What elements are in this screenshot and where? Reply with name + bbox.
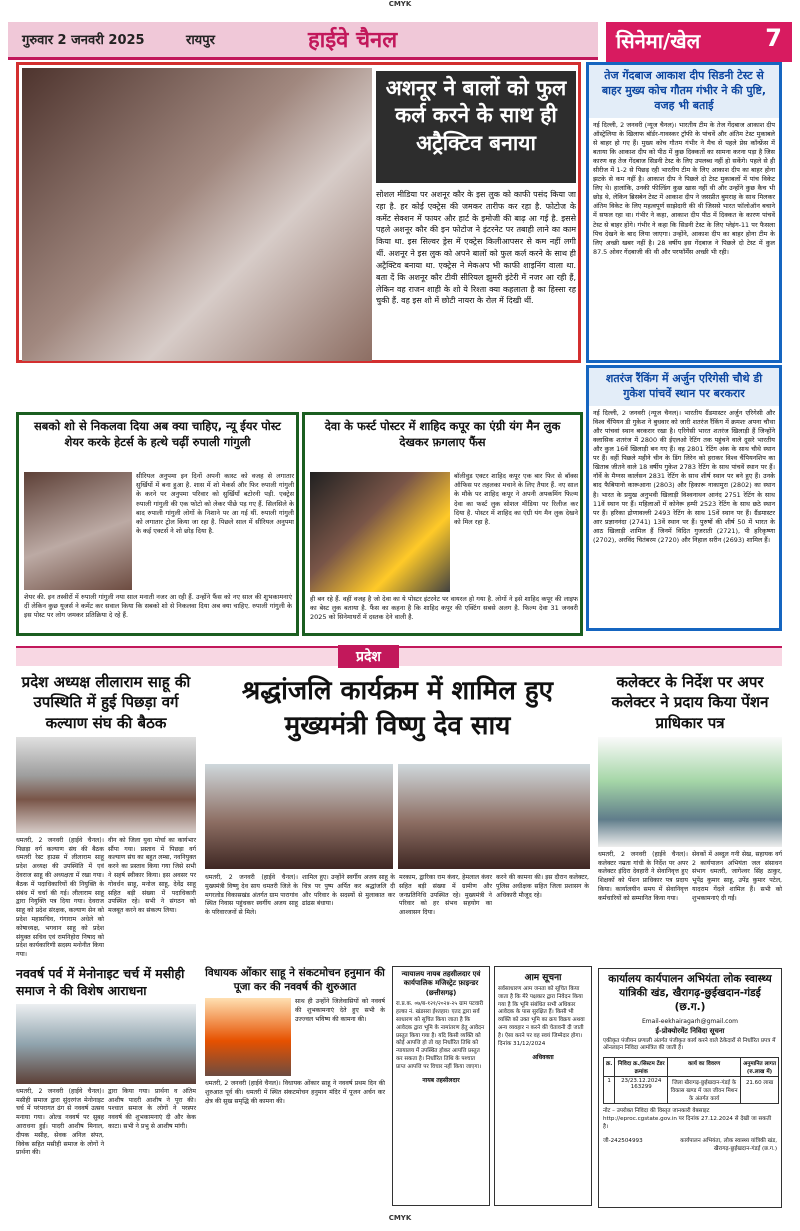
cm-col2: शामिल हुए। उन्होंने स्वर्गीय अजय साहू के चित्र पर पुष्प अर्पित कर श्रद्धांजलि दी और परिवार के सदस्यों से मुलाकात कर ढांढस बंधाया। [302, 874, 395, 908]
rupali-headline: सबको शो से निकलवा दिया अब क्या चाहिए, न्यू ईयर पोस्ट शेयर करके हेटर्स के हत्थे चढ़ीं रुपाली गांगुली [34, 419, 281, 449]
cm-photos [205, 764, 590, 869]
phe-cell-cost: 21.60 लाख [741, 1077, 779, 1104]
sahu-col2: वीन को जिला युवा मोर्चा का कार्यभार सौंपा गया। प्रस्ताव में पिछड़ा वर्ग कल्याण संघ का बहुत लम्बा, नवनियुक्त करने का प्रस्ताव किया गया जिसे सभी ने सहर्ष स्वीकार किया। इस अवसर पर गोवर्धन साहू, मनोज साहू, देवेंद्र साहू सहित बड़ी संख्या में पदाधिकारी उपस्थित रहे। सभी ने संगठन को मजबूत करने का संकल्प लिया। [108, 836, 196, 915]
tender-sign: नायब तहसीलदार [422, 1076, 460, 1084]
masthead [8, 14, 792, 62]
christmas-photo [16, 1004, 196, 1084]
cm-photo-1 [205, 764, 393, 869]
cm-col4: करने की कामना की। इस दौरान कलेक्टर, पुलिस अधीक्षक सहित जिला प्रशासन के अधिकारी मौजूद रहे। [496, 874, 589, 899]
pension-headline: कलेक्टर के निर्देश पर अपर कलेक्टर ने प्रदाय किया पेंशन प्राधिकार पत्र [611, 673, 769, 732]
chess-headline: शतरंज रैंकिंग में अर्जुन एरिगेसी चौथे डी गुकेश पांचवें स्थान पर बरकरार [589, 368, 779, 406]
rupali-story [16, 412, 299, 636]
section-band [16, 646, 782, 666]
rupali-body-continued: शेयर की. इन तस्वीरों में रुपाली गांगुली नया साल मनाती नजर आ रही हैं. उन्होंने फैंस को नए साल की शुभकामनाएं दीं लेकिन कुछ यूजर्स ने कमेंट कर सवाल किया कि सबको शो से निकलवा दिया अब क्या चाहिए. रुपाली गांगुली के इस पोस्ट पर लोग जमकर प्रतिक्रिया दे रहे हैं. [24, 593, 292, 620]
hanuman-photo [205, 998, 291, 1076]
phe-intro: एकीकृत पंजीयन प्रणाली अंतर्गत पंजीकृत कार्य करने वाले ठेकेदारों से निर्धारित प्रपत्र में ऑनलाइन निविदा आमंत्रित की जाती है। [603, 1037, 776, 1052]
rupali-body: सीरियल अनुपमा इन दिनों अपनी कास्ट को वजह से लगातार सुर्खियों में बना हुआ है. शास में शो मेकर्स और फिर रुपाली गांगुली के करने पर अनुपमा परिवार को सुर्खियाँ बटोरनी पड़ी. एक्ट्रेस रुपाली गांगुली की एक फोटो को लेकर पीछे पड़ गए हैं. सिलसिले के बाद रुपाली गांगुली लोगों के निशाने पर आ गई थीं. रुपाली गांगुली को लगातार ट्रोल किया जा रहा है. पिछले साल में सीरियल अनुपमा के कई एक्टर्स ने शो छोड़ दिया है. [136, 472, 294, 536]
shahid-story [302, 412, 583, 636]
asnoor-headline: अशनूर ने बालों को फुल कर्ल करने के साथ ही अट्रैक्टिव बनाया [376, 71, 576, 183]
print-mark-top: CMYK [388, 0, 412, 8]
sahu-story [16, 672, 196, 960]
pension-col2: सेवकों में अब्दुल गनी सेख, सहायक वर्ग 2 कार्यपालन अभियंता जल संसाधन संभाग धमतरी, जागेश्वर सिंह ठाकुर, भूपेंद्र कुमार साहू, उपेंद्र कुमार पटेल, यादराम गेंदले शामिल हैं। सभी को शुभकामनाएं दी गईं। [692, 850, 782, 902]
cricket-story [586, 62, 782, 363]
phe-note: नोट – उपरोक्त निविदा की विस्तृत जानकारी वेबसाइट http://eproc.cgstate.gov.in पर दिनांक 27.12.2024 से देखी जा सकती है। [603, 1108, 772, 1130]
cm-headline: श्रद्धांजलि कार्यक्रम में शामिल हुए मुख्यमंत्री विष्णु देव साय [241, 676, 554, 742]
hanuman-col1: धमतरी, 2 जनवरी (हाईवे चैनल)। विधायक ओंकार साहू ने नववर्ष प्रथम दिन की शुरुआत पूर्व की। धमतरी में स्थित संकटमोचन हनुमान मंदिर में पूजन अर्चन कर क्षेत्र की सुख समृद्धि की कामना की। [205, 1080, 385, 1105]
shahid-body-continued: ही बन रहे हैं. वहीं वजह है जो देवा का ये पोस्टर इंटरनेट पर वायरल हो गया है. लोगों ने इसे शाहिद कपूर की लाइफ का बेस्ट लुक बताया है. फैंस का कहना है कि शाहिद कपूर की एक्टिंग सबसे अलग है. फिल्म देवा 31 जनवरी 2025 को सिनेमाघरों में दस्तक देने वाली है. [310, 595, 578, 622]
section-box [606, 22, 792, 62]
masthead-city: रायपुर [186, 33, 215, 48]
chess-body: नई दिल्ली, 2 जनवरी (न्यूज चैनल)। भारतीय ग्रैंडमास्टर अर्जुन एरिगेसी और विश्व चैंपियन डी गुकेश ने बुधवार को जारी शतरंज रैंकिंग में क्रमशः अपना चौथा और पांचवां स्थान बरकरार रखा है। एरिगेसी भारत शतरंज खिलाड़ी हैं जिन्होंने क्लासिक शतरंज में 2800 की ईएलओ रेटिंग तक पहुंचने वाले दूसरे भारतीय और कुल 16वें खिलाड़ी बन गए हैं। वह 2801 रेटिंग अंक के साथ चौथे स्थान पर हैं। वहीं पिछले महीने चीन के डिंग लिरेन को हराकर विश्व चैंपियनशिप का खिताब जीतने वाले 18 वर्षीय गुकेश 2783 रेटिंग के साथ पांचवें स्थान पर हैं। नॉर्वे के मैग्नस कार्लसन 2831 रेटिंग के साथ शीर्ष स्थान पर बने हुए हैं। उनके बाद फैबियानो कारूआना (2803) और हिकारू नाकामुरा (2802) का स्थान है। भारत के प्रमुख अनुभवी खिलाड़ी विश्वनाथन आनंद 2751 रेटिंग के साथ 11वें स्थान पर हैं। महिलाओं में कोनेरू हम्पी 2523 रेटिंग के साथ छठे स्थान पर हैं। हरिका द्रोणावल्ली 2493 रेटिंग के साथ 15वें स्थान पर हैं। ग्रैंडमास्टर आर प्रज्ञाननंदा (2741) 13वें स्थान पर हैं। पुरुषों की शीर्ष 50 में भारत के आठ खिलाड़ी शामिल हैं जिनमें विदित गुजराती (2721), पी हरिकृष्णा (2702), अरविंद चितंबरम (2720) और निहाल सरीन (2693) शामिल हैं। [593, 408, 775, 544]
christmas-col1: धमतरी, 2 जनवरी (हाईवे चैनल)। मसीही समाज द्वारा सुंदरगंज मेनोनाइट चर्च में परंपरागत ढंग से नववर्ष उत्सव मनाया गया। ओल्ड नववर्ष पर सुबह आराधना हुई। पादरी आशीष मिनाल, दीपक मसीह, सेवक अनिल संपत, विवेक सहित मसीही समाज के लोगों ने प्रार्थना की। [16, 1087, 104, 1157]
public-notice-sign: अधिवक्ता [532, 1053, 554, 1061]
phe-tender-ad [598, 968, 782, 1208]
rupali-photo [24, 472, 132, 590]
phe-th-tender: निविदा क्र./सिस्टम टेंडर क्रमांक [615, 1058, 668, 1077]
chess-story [586, 365, 782, 631]
phe-headline: कार्यालय कार्यपालन अभियंता लोक स्वास्थ्य यांत्रिकी खंड, खैरागढ़-छुईखदान-गंडई (छ.ग.) [608, 973, 772, 1014]
phe-th-work: कार्य का विवरण [668, 1058, 741, 1077]
tender-notice [392, 966, 490, 1206]
cricket-headline: तेज गेंदबाज आकाश दीप सिडनी टेस्ट से बाहर मुख्य कोच गौतम गंभीर ने की पुष्टि, वजह भी बताई [589, 65, 779, 118]
print-mark-bottom: CMYK [388, 1214, 412, 1222]
section-band-label: प्रदेश [338, 645, 399, 668]
cricket-body: नई दिल्ली, 2 जनवरी (न्यूज चैनल)। भारतीय टीम के तेज गेंदबाज आकाश दीप ऑस्ट्रेलिया के खिलाफ बॉर्डर-गावस्कर ट्रॉफी के पांचवें और अंतिम टेस्ट मुकाबले से बाहर हो गए हैं। मुख्य कोच गौतम गंभीर ने मैच से पहले प्रेस कॉन्फ्रेंस में बताया कि आकाश दीप को पीठ में कुछ दिक्कतों का सामना करना पड़ा है जिस कारण वह तेज गेंदबाज सिडनी टेस्ट के लिए उपलब्ध नहीं हो सकेंगे। पहले से ही सीरीज में 1-2 से पिछड़ रही भारतीय टीम के लिए आकाश दीप का बाहर होना झटके से कम नहीं है। आकाश दीप ने पिछले दो टेस्ट मुकाबलों में पांच विकेट लिए थे। हालांकि, उनकी फील्डिंग कुछ खास नहीं थी और उन्होंने कुछ कैच भी छोड़ थे, लेकिन ब्रिसबेन टेस्ट में आकाश दीप ने जसप्रीत बुमराह के साथ मिलकर अंतिम विकेट के लिए महत्वपूर्ण साझेदारी की थी जिससे भारत फॉलोऑन बचाने में सफल रहा था। गंभीर ने कहा, आकाश दीप पीठ में दिक्कत के कारण पांचवें टेस्ट से बाहर होंगे। गंभीर ने कहा कि सिडनी टेस्ट के लिए प्लेइंग-11 पर फैसला पिच देखने के बाद लिया जाएगा। उन्होंने, आकाश दीप का बाहर होना टीम के लिए अच्छी खबर नहीं है। 28 वर्षीय इस गेंदबाज ने पिछले दो टेस्ट में कुल 87.5 ओवर गेंदबाजी की थी और परफॉर्मेंस अच्छी भी रही। [593, 120, 775, 256]
phe-th-sno: क्र. [604, 1058, 615, 1077]
tender-title: न्यायालय नायब तहसीलदार एवं कार्यपालिक मजिस्ट्रेट फ़ाइन्डर (छत्तीसगढ़) [401, 970, 481, 997]
phe-cell-tender: 23/23.12.2024 163299 [615, 1077, 668, 1104]
pension-story [598, 672, 782, 904]
public-notice [494, 966, 592, 1206]
cm-story [205, 674, 590, 917]
cm-col3: मरकाम, द्वारिका राम कंवर, हेमलाल कंवर सहित बड़ी संख्या में ग्रामीण और जनप्रतिनिधि उपस्थित रहे। मुख्यमंत्री ने परिवार को हर संभव सहयोग का आश्वासन दिया। [399, 874, 492, 917]
section-label: सिनेमा/खेल [616, 29, 701, 53]
page-number: 7 [765, 24, 782, 52]
pension-photo [598, 737, 782, 847]
shahid-headline: देवा के फर्स्ट पोस्टर में शाहिद कपूर का एंग्री यंग मैन लुक देखकर फ़गलाए फैंस [324, 419, 561, 449]
tender-body: रा.प्र.क. ०७/ब-१२१/२०२४-२५ ग्राम पटवारी हल्का नं. खंडसरा ईश्तहार। एतद द्वारा सर्व साधारण को सूचित किया जाता है कि आवेदक द्वारा भूमि के नामांतरण हेतु आवेदन प्रस्तुत किया गया है। यदि किसी व्यक्ति को कोई आपत्ति हो तो वह निर्धारित तिथि को न्यायालय में उपस्थित होकर आपत्ति प्रस्तुत कर सकता है। निर्धारित तिथि के पश्चात प्राप्त आपत्ति पर विचार नहीं किया जाएगा। [396, 1001, 485, 1070]
sahu-headline: प्रदेश अध्यक्ष लीलाराम साहू की उपस्थिति में हुई पिछड़ा वर्ग कल्याण संघ की बैठक [21, 673, 191, 732]
table-row [604, 1077, 779, 1104]
phe-footer-right: कार्यपालन अभियंता, लोक स्वास्थ्य यांत्रिकी खंड, खैरागढ़-छुईखदान-गंडई (छ.ग.) [680, 1137, 777, 1152]
cm-col1: धमतरी, 2 जनवरी (हाईवे चैनल)। मुख्यमंत्री विष्णु देव साय धमतरी जिले के मगरलोड विकासखंड अंतर्गत ग्राम पारागांव स्थित निवास पहुंचकर स्वर्गीय अजय साहू के परिवारजनों से मिले। [205, 874, 298, 917]
hanuman-col2: साथ ही उन्होंने जिलेवासियों को नववर्ष की शुभकामनाएं देते हुए सभी के उज्ज्वल भविष्य की कामना की। [295, 998, 385, 1023]
christmas-headline: नववर्ष पर्व में मेनोनाइट चर्च में मसीही समाज ने की विशेष आराधना [16, 966, 185, 998]
public-notice-body: सर्वसाधारण आम जनता को सूचित किया जाता है कि मेरे पक्षकार द्वारा निवेदन किया गया है कि भूमि संबंधित सभी अधिकार आवेदक के पास सुरक्षित हैं। किसी भी व्यक्ति को उक्त भूमि का क्रय विक्रय अथवा अन्य व्यवहार न करने की चेतावनी दी जाती है। ऐसा करने पर वह स्वयं जिम्मेदार होगा। दिनांक 31/12/2024 [498, 986, 585, 1047]
phe-cell-sno: 1 [604, 1077, 615, 1104]
christmas-story [16, 966, 196, 1158]
pension-col1: धमतरी, 2 जनवरी (हाईवे चैनल)। कलेक्टर नम्रता गांधी के निर्देश पर अपर कलेक्टर इंदिरा देवहारी ने सेवानिवृत्त हुए शिक्षकों को पेंशन प्राधिकार पत्र प्रदाय किया। कार्यालयीन समय में सेवानिवृत्त कर्मचारियों को सम्मानित किया गया। [598, 850, 688, 902]
sahu-col1: धमतरी, 2 जनवरी (हाईवे चैनल)। पिछड़ा वर्ग कल्याण संघ की बैठक धमतरी रेस्ट हाउस में लीलाराम साहू प्रदेश अध्यक्ष की उपस्थिति में एवं देवराज साहू की अध्यक्षता में रखा गया। बैठक में पदाधिकारियों की नियुक्ति के संबंध में चर्चा की गई। लीलाराम साहू द्वारा नियुक्ति पत्र दिया गया। देवराज साहू को प्रदेश संरक्षक, कल्याण सेन को प्रदेश महासचिव, गंगाराम अधेले को कोषाध्यक्ष, भगवान साहू को प्रदेश संयुक्त सचिव एवं रामनिहोरा निषाद को प्रदेश कार्यकारिणी सदस्य मनोनीत किया गया। [16, 836, 104, 959]
shahid-body: बॉलीवुड एक्टर शाहिद कपूर एक बार फिर से बॉक्स ऑफिस पर तहलका मचाने के लिए तैयार हैं. नए साल के मौके पर शाहिद कपूर ने अपनी अपकमिंग फिल्म देवा का फर्स्ट लुक सोशल मीडिया पर रिलीज कर दिया है. पोस्टर में शाहिद का एंग्री यंग मैन लुक देखने को मिल रहा है. [454, 472, 578, 527]
deva-poster-photo [310, 472, 450, 592]
phe-email: Email-eekhairagarh@gmail.com [642, 1017, 738, 1025]
sahu-photo [16, 737, 196, 833]
phe-th-cost: अनुमानित लागत (रु.लाख में) [741, 1058, 779, 1077]
phe-table [603, 1057, 779, 1104]
hanuman-headline: विधायक ओंकार साहू ने संकटमोचन हनुमान की पूजा कर की नववर्ष की शुरुआत [205, 967, 385, 994]
hanuman-story [205, 966, 385, 1107]
phe-footer-left: जी-242504993 [603, 1137, 643, 1144]
cm-photo-2 [398, 764, 590, 869]
asnoor-body: सोशल मीडिया पर अशनूर कौर के इस लुक को काफी पसंद किया जा रहा है. हर कोई एक्ट्रेस की जमकर तारीफ कर रहा है. फोटोज के कमेंट सेक्शन में फायर और हार्ट के इमोजी की बाढ़ आ गई है. इससे पहले अशनूर कौर की इन फोटोज ने इंटरनेट पर तबाही लाने का काम किया था. इस सिल्वर ड्रेस में एक्ट्रेस किलीआपसर से कम नहीं लगी थीं. अशनूर ने इस लुक को अपने बालों को फुल कर्ल करने के साथ ही अट्रैक्टिव बनाया था. एक्ट्रेस ने मेकअप भी काफी शाइनिंग वाला था. बता दें कि अशनूर कौर टीवी सीरियल झुमरी इंटेरी में नजर आ रही हैं, लेकिन वह राजन शाही के शो ये रिश्ता क्या कहलाता है का हिस्सा रह चुकी हैं. वह इस शो में छोटी नायरा के रोल में दिखी थीं. [376, 190, 576, 306]
asnoor-photo [22, 68, 372, 361]
asnoor-story [16, 62, 581, 363]
masthead-date: गुरुवार 2 जनवरी 2025 [22, 33, 145, 48]
christmas-col2: द्वारा किया गया। प्रार्थना व अंतिम आशीष पादरी आशीष ने पूरा की। पश्चात समाज के लोगों ने परस्पर नववर्ष की शुभकामनाएं दी और केक काटा। सभी ने प्रभु से आशीष मांगी। [108, 1087, 196, 1130]
masthead-brand: हाईवे चैनल [308, 28, 398, 53]
public-notice-title: आम सूचना [524, 973, 562, 983]
phe-subtitle: ई-प्रोक्योरमेंट निविदा सूचना [655, 1026, 725, 1035]
phe-cell-work: जिला खैरागढ़-छुईखदान-गंडई के विकास खण्ड में जल जीवन मिशन के अंतर्गत कार्य [668, 1077, 741, 1104]
